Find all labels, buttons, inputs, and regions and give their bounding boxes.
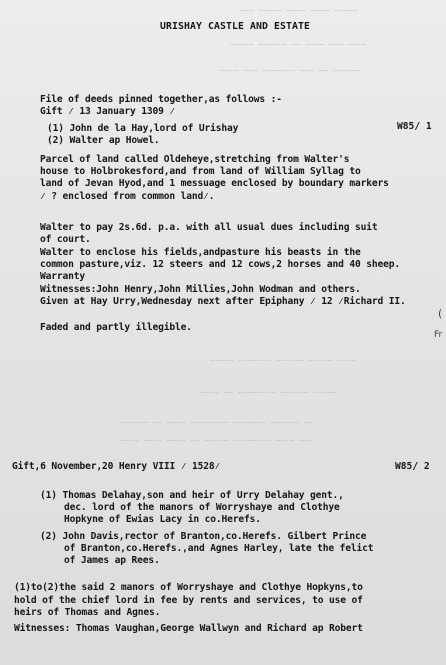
deed-line: hold of the chief lord in fee by rents and services, to use of (14, 595, 363, 606)
bleed-through-text: ~~~~~ ~~~~~~ ~~ ~~~~ ~~~ ~~~~ (230, 40, 367, 49)
deed-line: Warranty (40, 271, 86, 282)
deed-line: (2) John Davis,rector of Branton,co.Herefs. Gilbert Prince (40, 531, 367, 542)
deed-reference: W85/ 1 (397, 121, 432, 132)
deed-line: dec. lord of the manors of Worryshaye and Clothye (64, 502, 340, 513)
deed-reference: W85/ 2 (395, 461, 430, 472)
deed-line: Walter to pay 2s.6d. p.a. with all usual dues including suit (40, 222, 378, 233)
deed-line: (2) Walter ap Howel. (47, 135, 160, 146)
deed-line: ⁄ ? enclosed from common land⁄. (40, 191, 215, 202)
deed-line: (1) John de la Hay,lord of Urishay (47, 123, 239, 134)
deed-line: Given at Hay Urry,Wednesday next after Epiphany ⁄ 12 ⁄Richard II. (40, 296, 406, 307)
margin-mark: ( (438, 307, 443, 320)
bleed-through-text: ~~~~ ~~~ ~~~~~~~ ~~~ ~~ ~~~~~~ (220, 66, 362, 75)
bleed-through-text: ~~~ ~~~~~ ~~~~ ~~~~ ~~~~~ (240, 6, 358, 15)
deed-line: of Branton,co.Herefs.,and Agnes Harley, late the felict (64, 543, 374, 554)
deed-line: land of Jevan Hyod,and 1 messuage enclosed by boundary markers (40, 178, 389, 189)
bleed-through-text: ~~~~ ~~ ~~~~~~~~ ~~~~~~ ~~~~~ (200, 388, 337, 397)
deed-line: common pasture,viz. 12 steers and 12 cows,2 horses and 40 sheep. (40, 259, 401, 270)
deed-line: Witnesses: Thomas Vaughan,George Wallwyn and Richard ap Robert (14, 623, 363, 634)
deed-line: house to Holbrokesford,and from land of William Syllag to (40, 166, 361, 177)
deed-line: Hopkyne of Ewias Lacy in co.Herefs. (64, 514, 261, 525)
deed-line: (1)to(2)the said 2 manors of Worryshaye and Clothye Hopkyns,to (14, 582, 363, 593)
deed-line: (1) Thomas Delahay,son and heir of Urry Delahay gent., (40, 490, 344, 501)
deed-line: Gift,6 November,20 Henry VIII ⁄ 1528⁄ (12, 461, 221, 472)
deed-line: of court. (40, 234, 91, 245)
deed-line: Walter to enclose his fields,andpasture his beasts in the (40, 247, 361, 258)
bleed-through-text: ~~~~~ ~~~~~~~ ~~~~~~ ~~~~~ ~~~~ (210, 356, 357, 365)
deed-line: Parcel of land called Oldeheye,stretching from Walter's (40, 154, 350, 165)
deed-line: Witnesses:John Henry,John Millies,John Wodman and others. (40, 284, 361, 295)
deed-line: of James ap Rees. (64, 555, 160, 566)
bleed-through-text: ~~~~ ~~~~ ~~~~ ~~ ~~~~~ ~~~~~~~~ ~~~~ ~~~ (120, 436, 314, 445)
deed-line: Gift ⁄ 13 January 1309 ⁄ (40, 106, 175, 117)
bleed-through-text: ~~~~~~ ~~ ~~~~ ~~~~~~~~ ~~~~~~~ ~~~~~~ ~~ (120, 418, 314, 427)
document-title: URISHAY CASTLE AND ESTATE (160, 21, 310, 32)
margin-mark: Fr (434, 330, 443, 340)
deed-line: heirs of Thomas and Agnes. (14, 607, 161, 618)
deed-line: Faded and partly illegible. (40, 322, 192, 333)
deed-line: File of deeds pinned together,as follows :- (40, 94, 282, 105)
